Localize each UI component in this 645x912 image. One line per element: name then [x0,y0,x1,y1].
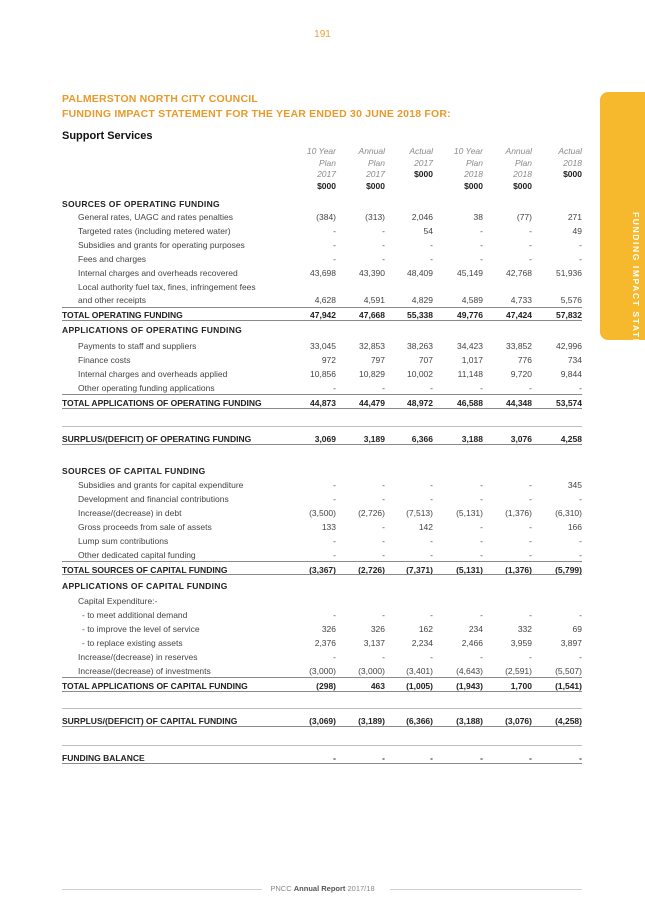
row-value: 69 [572,624,582,634]
column-header-unit: $000 [317,180,336,191]
side-tab-label: FUNDING IMPACT STATEMENTS [631,212,641,384]
column-header-year: 2017 [317,169,336,179]
row-value: 38 [473,212,483,222]
row-value: 2,046 [411,212,433,222]
table-rule [62,408,582,409]
column-header-l1: Annual [505,146,532,156]
row-value: 1,700 [510,681,532,691]
row-value: 5,576 [560,295,582,305]
row-value: 797 [370,355,385,365]
column-header-l2: Actual [558,146,582,156]
row-value: 42,768 [506,268,532,278]
row-label: Finance costs [78,355,131,365]
row-value: 332 [517,624,532,634]
row-value: - [333,753,336,763]
row-value: - [529,550,532,560]
row-value: - [480,383,483,393]
row-value: - [529,254,532,264]
row-value: - [480,753,483,763]
row-value: 48,409 [407,268,433,278]
row-value: - [529,226,532,236]
row-value: 38,263 [407,341,433,351]
row-value: - [382,240,385,250]
row-label: Increase/(decrease) of investments [78,666,211,676]
row-value: 44,479 [359,398,385,408]
table-rule [62,394,582,395]
column-header-l2: Plan [367,157,385,168]
row-value: - [480,610,483,620]
table-rule [62,574,582,575]
footer-report: Annual Report [293,884,346,893]
row-value: 48,972 [407,398,433,408]
row-value: - [579,550,582,560]
row-value: 2,376 [314,638,336,648]
row-label: - to improve the level of service [82,624,200,634]
row-label: General rates, UAGC and rates penalties [78,212,233,222]
column-header-l1: 10 Year [306,146,336,156]
footer-org: PNCC [270,884,292,893]
row-value: 2,466 [461,638,483,648]
row-value: (77) [516,212,532,222]
row-label: Increase/(decrease) in reserves [78,652,198,662]
row-value: 10,002 [407,369,433,379]
row-value: (3,367) [309,565,336,575]
row-value: 4,589 [461,295,483,305]
row-label: SURPLUS/(DEFICIT) OF CAPITAL FUNDING [62,716,238,726]
row-value: 9,844 [560,369,582,379]
row-value: - [579,494,582,504]
row-value: 166 [567,522,582,532]
column-header-l2: Plan [318,157,336,168]
row-value: - [480,522,483,532]
row-value: (2,726) [358,508,385,518]
row-label: Other operating funding applications [78,383,215,393]
row-label: APPLICATIONS OF CAPITAL FUNDING [62,581,228,591]
row-value: - [529,494,532,504]
page-number: 191 [314,29,331,40]
row-value: - [529,240,532,250]
row-label: SURPLUS/(DEFICIT) OF OPERATING FUNDING [62,434,252,444]
row-label: Subsidies and grants for operating purposes [78,240,245,250]
row-value: 133 [321,522,336,532]
row-value: - [333,480,336,490]
row-value: (5,131) [456,508,483,518]
row-value: 55,338 [407,310,433,320]
row-value: 972 [321,355,336,365]
column-header-unit: $000 [513,180,532,191]
row-value: 234 [468,624,483,634]
row-value: - [430,383,433,393]
row-value: - [579,753,582,763]
row-value: 9,720 [510,369,532,379]
row-value: 4,628 [314,295,336,305]
row-value: - [382,536,385,546]
row-value: 4,258 [560,434,582,444]
row-label: Internal charges and overheads applied [78,369,228,379]
table-rule [62,745,582,746]
row-value: - [579,383,582,393]
column-header-year: 2017 [366,169,385,179]
row-label: and other receipts [78,295,147,305]
row-label: Internal charges and overheads recovered [78,268,238,278]
row-value: 49,776 [457,310,483,320]
row-value: 43,390 [359,268,385,278]
row-label: Development and financial contributions [78,494,229,504]
row-value: - [382,383,385,393]
row-value: (1,943) [456,681,483,691]
row-value: 10,829 [359,369,385,379]
row-value: - [579,254,582,264]
column-header-unit: $000 [366,180,385,191]
row-value: - [480,536,483,546]
column-header-year: 2018 [464,169,483,179]
page-footer [0,884,645,893]
row-value: 3,069 [314,434,336,444]
row-value: 4,733 [510,295,532,305]
row-value: - [430,652,433,662]
row-value: 142 [418,522,433,532]
column-header [522,146,582,181]
row-value: - [480,652,483,662]
row-value: - [529,536,532,546]
row-value: (313) [365,212,385,222]
row-value: (3,000) [309,666,336,676]
row-value: 49 [572,226,582,236]
row-value: - [579,610,582,620]
row-label: Subsidies and grants for capital expenditure [78,480,244,490]
row-label: Capital Expenditure:- [78,596,158,606]
row-label: TOTAL APPLICATIONS OF CAPITAL FUNDING [62,681,248,691]
row-value: - [382,550,385,560]
column-header-l2: Plan [514,157,532,168]
column-header-year: 2018 [563,157,582,168]
row-label: Targeted rates (including metered water) [78,226,231,236]
row-value: 44,873 [310,398,336,408]
row-value: (2,591) [505,666,532,676]
row-value: (5,131) [456,565,483,575]
row-value: 734 [567,355,582,365]
row-value: - [333,383,336,393]
footer-period: 2017/18 [347,884,375,893]
row-value: (3,069) [309,716,336,726]
row-value: - [529,610,532,620]
row-value: - [579,536,582,546]
table-rule [62,726,582,727]
table-rule [62,426,582,427]
row-value: 3,897 [560,638,582,648]
row-value: - [333,226,336,236]
row-value: (5,799) [555,565,582,575]
row-value: 326 [321,624,336,634]
row-value: 707 [418,355,433,365]
row-value: (2,726) [358,565,385,575]
row-value: - [382,226,385,236]
column-header-l1: 10 Year [453,146,483,156]
row-value: 45,149 [457,268,483,278]
row-value: 271 [567,212,582,222]
row-value: 32,853 [359,341,385,351]
row-label: SOURCES OF CAPITAL FUNDING [62,466,206,476]
row-value: - [333,254,336,264]
table-rule [62,677,582,678]
row-value: 43,698 [310,268,336,278]
table-rule [62,708,582,709]
row-value: 6,366 [411,434,433,444]
row-value: - [480,226,483,236]
column-header-year: 2017 [414,157,433,168]
table-rule [62,444,582,445]
row-value: - [333,610,336,620]
row-value: - [579,240,582,250]
council-title: PALMERSTON NORTH CITY COUNCIL [62,93,258,105]
row-value: - [382,522,385,532]
row-value: - [430,753,433,763]
statement-title: FUNDING IMPACT STATEMENT FOR THE YEAR ENDED 30 JUNE 2018 FOR: [62,108,451,120]
row-value: - [529,480,532,490]
column-header-year: 2018 [513,169,532,179]
row-value: (7,513) [406,508,433,518]
row-value: (1,005) [406,681,433,691]
row-value: (3,500) [309,508,336,518]
row-value: 2,234 [411,638,433,648]
row-value: (1,376) [505,565,532,575]
row-value: 44,348 [506,398,532,408]
row-value: 34,423 [457,341,483,351]
column-header-unit: $000 [414,169,433,179]
row-value: (6,366) [406,716,433,726]
row-value: - [480,494,483,504]
row-value: (298) [316,681,336,691]
table-rule [62,691,582,692]
column-header-unit: $000 [563,169,582,179]
row-value: (3,000) [358,666,385,676]
row-value: 4,591 [363,295,385,305]
row-value: 46,588 [457,398,483,408]
row-value: - [480,240,483,250]
row-value: 53,574 [556,398,582,408]
row-label: TOTAL SOURCES OF CAPITAL FUNDING [62,565,228,575]
row-value: (1,541) [555,681,582,691]
row-value: 3,076 [510,434,532,444]
row-value: (6,310) [555,508,582,518]
row-value: 162 [418,624,433,634]
row-label: FUNDING BALANCE [62,753,145,763]
row-value: (1,376) [505,508,532,518]
row-value: 3,959 [510,638,532,648]
row-label: Increase/(decrease) in debt [78,508,182,518]
column-header-l1: Annual [358,146,385,156]
row-value: - [430,494,433,504]
row-label: Payments to staff and suppliers [78,341,197,351]
row-value: 51,936 [556,268,582,278]
row-value: 1,017 [461,355,483,365]
row-value: (5,507) [555,666,582,676]
row-value: 42,996 [556,341,582,351]
row-value: - [529,753,532,763]
row-value: 47,424 [506,310,532,320]
row-value: - [430,480,433,490]
row-label: Other dedicated capital funding [78,550,196,560]
row-label: Fees and charges [78,254,147,264]
row-value: - [382,494,385,504]
row-value: 776 [517,355,532,365]
row-value: 33,852 [506,341,532,351]
table-rule [62,307,582,308]
row-value: 3,188 [461,434,483,444]
row-value: (3,401) [406,666,433,676]
row-value: - [480,480,483,490]
row-value: - [430,550,433,560]
row-label: Lump sum contributions [78,536,169,546]
row-value: - [382,753,385,763]
row-value: - [529,652,532,662]
column-header-unit: $000 [464,180,483,191]
row-value: - [382,652,385,662]
row-value: 33,045 [310,341,336,351]
row-value: - [333,550,336,560]
row-value: - [382,480,385,490]
table-rule [62,320,582,321]
row-value: 326 [370,624,385,634]
row-label: TOTAL APPLICATIONS OF OPERATING FUNDING [62,398,262,408]
row-value: - [480,550,483,560]
column-header-l2: Plan [465,157,483,168]
row-value: 463 [370,681,385,691]
row-value: - [480,254,483,264]
row-value: 54 [423,226,433,236]
row-value: (4,258) [555,716,582,726]
row-value: (384) [316,212,336,222]
row-value: - [579,652,582,662]
row-label: Local authority fuel tax, fines, infringement fees [78,282,256,292]
row-label: APPLICATIONS OF OPERATING FUNDING [62,325,243,335]
row-value: 3,189 [363,434,385,444]
row-value: 57,832 [556,310,582,320]
row-value: - [430,240,433,250]
row-value: (4,643) [456,666,483,676]
row-value: - [382,254,385,264]
row-value: - [333,536,336,546]
row-value: 11,148 [457,369,483,379]
row-value: 4,829 [411,295,433,305]
row-label: - to meet additional demand [82,610,188,620]
activity-subtitle: Support Services [62,130,153,142]
row-value: - [333,240,336,250]
row-value: - [430,254,433,264]
row-value: 47,942 [310,310,336,320]
row-value: - [333,652,336,662]
row-value: 10,856 [310,369,336,379]
row-value: - [430,610,433,620]
table-rule [62,763,582,764]
row-value: (3,189) [358,716,385,726]
row-label: - to replace existing assets [82,638,183,648]
row-value: 345 [567,480,582,490]
row-label: Gross proceeds from sale of assets [78,522,212,532]
row-value: - [382,610,385,620]
row-value: (3,188) [456,716,483,726]
row-value: - [333,494,336,504]
table-rule [62,561,582,562]
row-value: (7,371) [406,565,433,575]
row-label: SOURCES OF OPERATING FUNDING [62,199,220,209]
row-value: - [529,522,532,532]
row-label: TOTAL OPERATING FUNDING [62,310,183,320]
column-header-l2: Actual [409,146,433,156]
row-value: 47,668 [359,310,385,320]
row-value: (3,076) [505,716,532,726]
side-section-tab [600,92,645,384]
row-value: - [430,536,433,546]
row-value: 3,137 [363,638,385,648]
row-value: - [529,383,532,393]
